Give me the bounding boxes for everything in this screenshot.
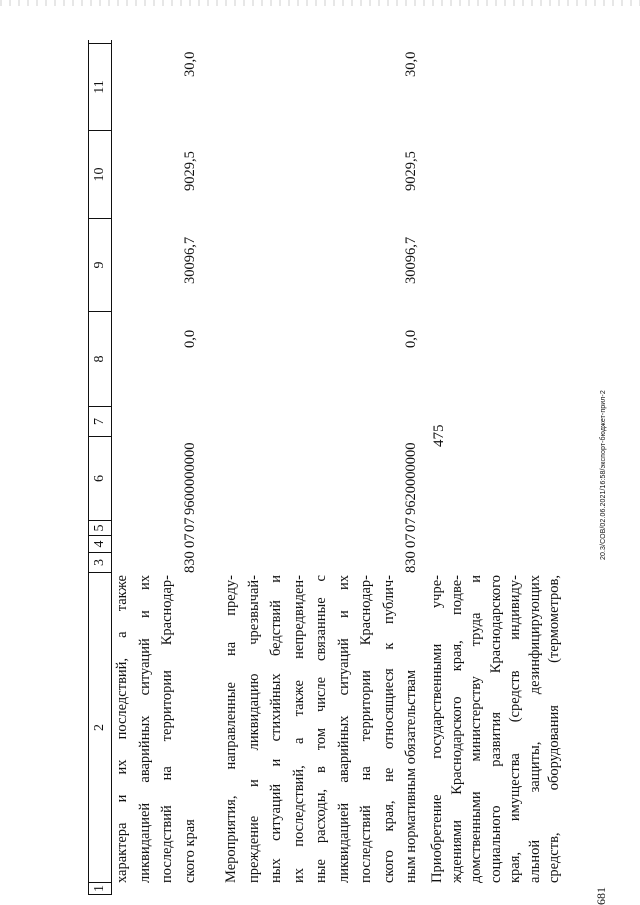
column-header-5: 5 — [89, 521, 111, 536]
description-line: ского края, не относящиеся к публич- — [380, 575, 397, 883]
cell-col-10: 9029,5 — [182, 151, 198, 191]
cell-target-article: 9620000000 — [403, 442, 419, 515]
row-description — [220, 575, 423, 883]
column-header-1: 1 — [89, 883, 111, 895]
description-line: Мероприятия, направленные на преду- — [223, 575, 239, 883]
cell-col-8: 0,0 — [403, 329, 419, 348]
description-line: характера и их последствий, а также — [114, 575, 130, 883]
column-header-8: 8 — [89, 312, 111, 407]
column-header-2: 2 — [89, 573, 111, 883]
description-line: их последствий, а также непредвиден- — [290, 575, 307, 883]
description-line: ным нормативным обязательствам — [403, 669, 419, 883]
cell-subsection: 07 — [182, 517, 198, 532]
column-header-10: 10 — [89, 131, 111, 219]
cell-target-article: 9600000000 — [182, 442, 198, 515]
row-description — [428, 575, 565, 883]
cell-section: 07 — [403, 533, 419, 548]
column-header-9: 9 — [89, 219, 111, 312]
budget-table — [88, 40, 578, 895]
description-line: домственными министерству труда и — [468, 575, 484, 883]
cell-section: 07 — [182, 533, 198, 548]
cell-col-11: 30,0 — [403, 51, 419, 77]
table-row — [422, 40, 578, 895]
table-row — [111, 40, 206, 895]
page-number: 475 — [431, 424, 447, 447]
cell-col-9: 30096,7 — [182, 236, 198, 284]
cell-col-9: 30096,7 — [403, 236, 419, 284]
description-line: ликвидацией аварийных ситуаций и их — [136, 575, 153, 883]
cell-ministry-code: 830 — [182, 551, 198, 573]
scan-artifacts — [0, 0, 640, 6]
description-line: ные расходы, в том числе связанные с — [313, 575, 329, 883]
description-line: альной защиты, дезинфицирующих — [526, 575, 543, 883]
table-header-row — [88, 40, 112, 895]
footer-page-number: 681 — [594, 887, 608, 905]
table-row — [206, 40, 422, 895]
description-line: ждениями Краснодарского края, подве- — [448, 575, 465, 883]
description-line: средств, оборудования (термометров, — [546, 575, 562, 883]
description-line: социального развития Краснодарского — [487, 575, 504, 883]
cell-col-10: 9029,5 — [403, 151, 419, 191]
column-header-4: 4 — [89, 536, 111, 553]
description-line: края, имущества (средств индивиду- — [507, 575, 523, 883]
column-header-3: 3 — [89, 553, 111, 573]
description-line: Приобретение государственными учре- — [429, 575, 445, 883]
description-line: ликвидацией аварийных ситуаций и их — [335, 575, 352, 883]
description-line: последствий на территории Краснодар- — [358, 575, 374, 883]
row-description — [111, 575, 201, 883]
description-line: ных ситуаций и стихийных бедствий и — [268, 575, 284, 883]
description-line: преждение и ликвидацию чрезвычай- — [245, 575, 262, 883]
cell-col-8: 0,0 — [182, 329, 198, 348]
column-header-7: 7 — [89, 407, 111, 437]
cell-ministry-code: 830 — [403, 551, 419, 573]
document-code: 20.3/СОВ/02.06.2021/16:58/экспорт-бюджет-прил-2 — [600, 390, 607, 560]
description-line: последствий на территории Краснодар- — [159, 575, 175, 883]
cell-subsection: 07 — [403, 517, 419, 532]
cell-col-11: 30,0 — [182, 51, 198, 77]
column-header-6: 6 — [89, 437, 111, 521]
column-header-11: 11 — [89, 43, 111, 131]
description-line: ского края — [181, 819, 198, 883]
